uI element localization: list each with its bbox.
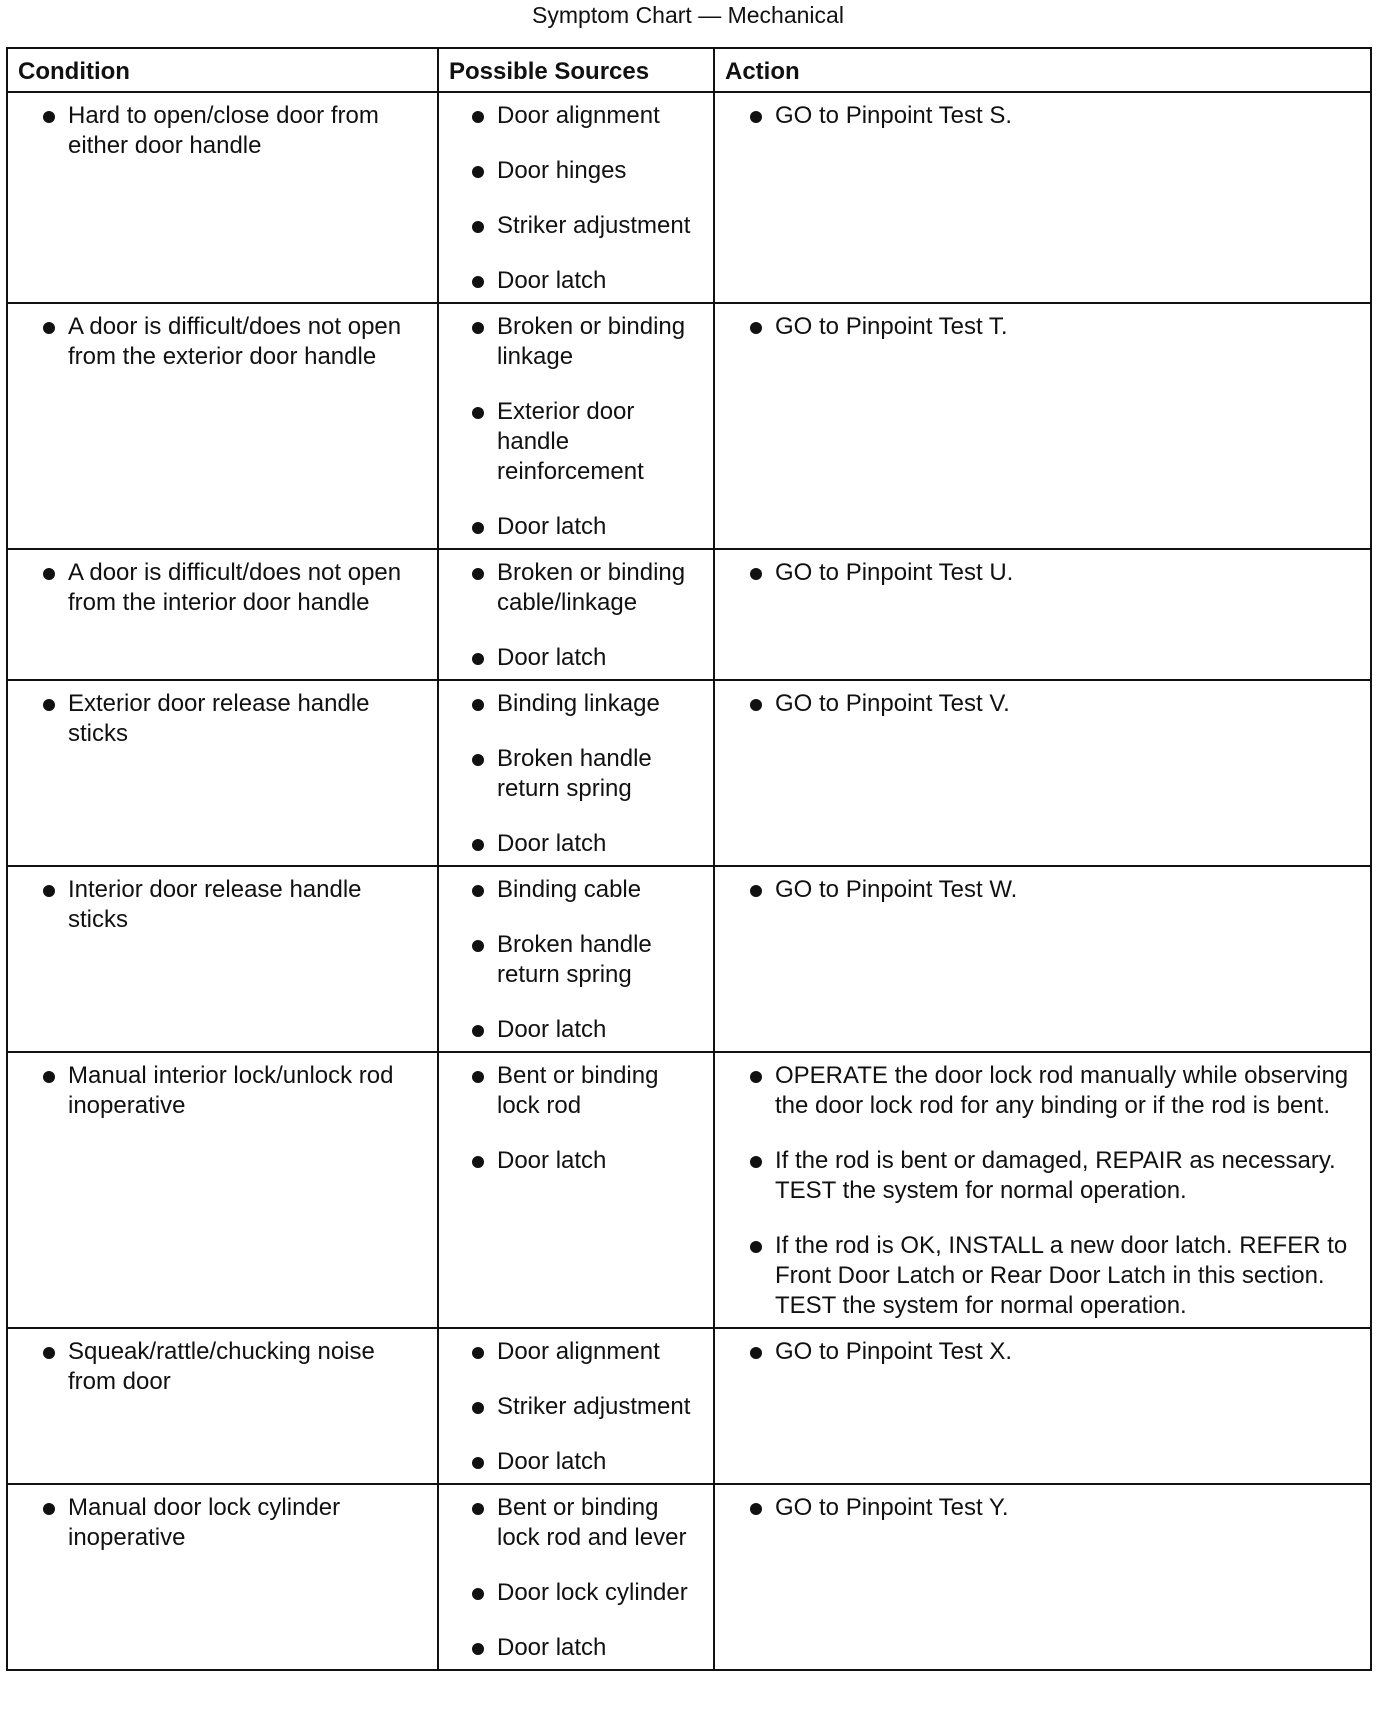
bullet-item (725, 689, 1360, 719)
bullet-list (725, 689, 1360, 719)
bullet-list (18, 558, 427, 618)
bullet-text: Striker adjustment (497, 212, 691, 239)
bullet-text: Manual door lock cylinder inoperative (68, 1494, 341, 1551)
bullet-icon (750, 1071, 762, 1083)
bullet-item (449, 689, 703, 719)
bullet-list (18, 1493, 427, 1553)
possible-sources-cell (438, 1328, 714, 1484)
table-row (7, 1328, 1371, 1484)
bullet-item (449, 1337, 703, 1367)
bullet-text: GO to Pinpoint Test V. (775, 690, 1010, 717)
bullet-list (449, 689, 703, 859)
bullet-icon (472, 568, 484, 580)
table-row (7, 866, 1371, 1052)
bullet-list (18, 1337, 427, 1397)
bullet-list (725, 101, 1360, 131)
chart-caption: Symptom Chart — Mechanical (532, 2, 844, 28)
bullet-item (449, 558, 703, 618)
bullet-list (725, 558, 1360, 588)
bullet-text: GO to Pinpoint Test X. (775, 1338, 1013, 1365)
bullet-item (725, 1231, 1360, 1321)
bullet-item (449, 512, 703, 542)
header-row (7, 48, 1371, 92)
bullet-item (449, 397, 703, 487)
bullet-item (449, 1015, 703, 1045)
table-row (7, 92, 1371, 303)
condition-cell (7, 866, 438, 1052)
condition-cell (7, 1328, 438, 1484)
bullet-text: GO to Pinpoint Test Y. (775, 1494, 1009, 1521)
bullet-icon (472, 1071, 484, 1083)
possible-sources-cell (438, 549, 714, 680)
bullet-item (18, 689, 427, 749)
bullet-icon (472, 1503, 484, 1515)
bullet-item (449, 266, 703, 296)
bullet-icon (750, 568, 762, 580)
bullet-text: Door latch (497, 1147, 607, 1174)
bullet-icon (750, 1241, 762, 1253)
bullet-list (725, 312, 1360, 342)
bullet-icon (43, 322, 55, 334)
bullet-text: GO to Pinpoint Test S. (775, 102, 1013, 129)
bullet-item (449, 1447, 703, 1477)
bullet-icon (750, 322, 762, 334)
bullet-item (18, 875, 427, 935)
bullet-text: A door is difficult/does not open from the exterior door handle (68, 313, 402, 370)
bullet-text: GO to Pinpoint Test U. (775, 559, 1014, 586)
action-cell (714, 866, 1371, 1052)
bullet-item (449, 156, 703, 186)
condition-cell (7, 680, 438, 866)
bullet-icon (750, 699, 762, 711)
bullet-item (449, 101, 703, 131)
bullet-list (725, 1061, 1360, 1321)
bullet-list (449, 875, 703, 1045)
bullet-text: Door latch (497, 1634, 607, 1661)
bullet-icon (472, 1643, 484, 1655)
bullet-list (449, 1337, 703, 1477)
bullet-icon (43, 1347, 55, 1359)
bullet-list (18, 312, 427, 372)
table-row (7, 549, 1371, 680)
condition-cell (7, 303, 438, 549)
bullet-icon (43, 699, 55, 711)
bullet-icon (43, 885, 55, 897)
bullet-text: Hard to open/close door from either door handle (68, 102, 379, 159)
bullet-text: GO to Pinpoint Test W. (775, 876, 1018, 903)
bullet-list (725, 1337, 1360, 1367)
bullet-item (449, 1493, 703, 1553)
bullet-list (449, 558, 703, 673)
bullet-text: Broken or binding cable/linkage (497, 559, 686, 616)
bullet-item (725, 101, 1360, 131)
bullet-text: Broken handle return spring (497, 745, 652, 802)
condition-cell (7, 92, 438, 303)
bullet-icon (472, 839, 484, 851)
action-cell (714, 680, 1371, 866)
bullet-item (18, 1493, 427, 1553)
bullet-item (725, 558, 1360, 588)
bullet-item (18, 312, 427, 372)
bullet-list (18, 101, 427, 161)
bullet-text: Door latch (497, 267, 607, 294)
bullet-icon (472, 699, 484, 711)
bullet-text: Bent or binding lock rod and lever (497, 1494, 687, 1551)
bullet-icon (750, 1503, 762, 1515)
bullet-icon (472, 522, 484, 534)
bullet-item (449, 1392, 703, 1422)
bullet-text: Squeak/rattle/chucking noise from door (68, 1338, 375, 1395)
table-body (7, 92, 1371, 1670)
action-cell (714, 1328, 1371, 1484)
bullet-icon (43, 1503, 55, 1515)
action-cell (714, 303, 1371, 549)
action-cell (714, 92, 1371, 303)
bullet-text: Binding linkage (497, 690, 660, 717)
action-cell (714, 1484, 1371, 1670)
possible-sources-cell (438, 1052, 714, 1328)
possible-sources-cell (438, 1484, 714, 1670)
bullet-item (449, 1061, 703, 1121)
bullet-icon (472, 276, 484, 288)
bullet-icon (472, 754, 484, 766)
bullet-item (449, 643, 703, 673)
bullet-list (18, 875, 427, 935)
bullet-item (449, 312, 703, 372)
bullet-item (725, 875, 1360, 905)
bullet-icon (472, 322, 484, 334)
bullet-item (449, 1633, 703, 1663)
bullet-text: Interior door release handle sticks (68, 876, 362, 933)
bullet-item (725, 312, 1360, 342)
action-cell (714, 549, 1371, 680)
condition-cell (7, 1484, 438, 1670)
bullet-icon (750, 111, 762, 123)
bullet-item (725, 1061, 1360, 1121)
bullet-icon (472, 1457, 484, 1469)
bullet-item (449, 1578, 703, 1608)
bullet-item (449, 1146, 703, 1176)
possible-sources-cell (438, 680, 714, 866)
bullet-text: Broken or binding linkage (497, 313, 686, 370)
bullet-text: Manual interior lock/unlock rod inoperative (68, 1062, 394, 1119)
bullet-text: GO to Pinpoint Test T. (775, 313, 1008, 340)
bullet-text: Striker adjustment (497, 1393, 691, 1420)
bullet-item (449, 744, 703, 804)
possible-sources-cell (438, 866, 714, 1052)
bullet-list (449, 1493, 703, 1663)
bullet-item (449, 875, 703, 905)
bullet-icon (472, 1588, 484, 1600)
bullet-text: Door latch (497, 830, 607, 857)
bullet-list (18, 1061, 427, 1121)
bullet-icon (472, 1402, 484, 1414)
condition-cell (7, 549, 438, 680)
bullet-icon (472, 1025, 484, 1037)
bullet-text: Door hinges (497, 157, 627, 184)
table-row (7, 1484, 1371, 1670)
bullet-item (18, 1061, 427, 1121)
bullet-text: OPERATE the door lock rod manually while observing the door lock rod for any binding or if the rod is bent. (775, 1062, 1349, 1119)
bullet-icon (43, 1071, 55, 1083)
bullet-text: If the rod is bent or damaged, REPAIR as necessary. TEST the system for normal operation. (775, 1147, 1336, 1204)
bullet-icon (472, 166, 484, 178)
bullet-text: Door alignment (497, 1338, 660, 1365)
bullet-icon (750, 885, 762, 897)
symptom-chart-table (6, 47, 1372, 1671)
bullet-icon (472, 1156, 484, 1168)
table-row (7, 680, 1371, 866)
bullet-list (449, 312, 703, 542)
bullet-icon (472, 111, 484, 123)
bullet-item (18, 558, 427, 618)
bullet-icon (43, 568, 55, 580)
bullet-text: Door alignment (497, 102, 660, 129)
bullet-icon (472, 885, 484, 897)
bullet-icon (750, 1156, 762, 1168)
table-row (7, 1052, 1371, 1328)
table-row (7, 303, 1371, 549)
bullet-item (725, 1493, 1360, 1523)
bullet-list (18, 689, 427, 749)
bullet-text: Door latch (497, 644, 607, 671)
bullet-text: Door latch (497, 1016, 607, 1043)
bullet-list (449, 101, 703, 296)
bullet-text: Exterior door release handle sticks (68, 690, 370, 747)
bullet-icon (750, 1347, 762, 1359)
bullet-text: Door latch (497, 1448, 607, 1475)
condition-cell (7, 1052, 438, 1328)
possible-sources-cell (438, 92, 714, 303)
bullet-list (725, 875, 1360, 905)
bullet-list (449, 1061, 703, 1176)
bullet-item (725, 1146, 1360, 1206)
bullet-text: Door lock cylinder (497, 1579, 688, 1606)
bullet-item (449, 211, 703, 241)
action-cell (714, 1052, 1371, 1328)
bullet-item (18, 101, 427, 161)
header-action: Action (714, 48, 1371, 92)
bullet-text: Broken handle return spring (497, 931, 652, 988)
bullet-text: Bent or binding lock rod (497, 1062, 659, 1119)
bullet-text: If the rod is OK, INSTALL a new door latch. REFER to Front Door Latch or Rear Door Latch in this section. TEST the system for normal operation. (775, 1232, 1348, 1319)
bullet-icon (472, 653, 484, 665)
bullet-icon (472, 1347, 484, 1359)
bullet-list (725, 1493, 1360, 1523)
bullet-text: Exterior door handle reinforcement (497, 398, 644, 485)
possible-sources-cell (438, 303, 714, 549)
bullet-icon (472, 221, 484, 233)
bullet-icon (43, 111, 55, 123)
bullet-text: Door latch (497, 513, 607, 540)
bullet-item (725, 1337, 1360, 1367)
bullet-item (449, 930, 703, 990)
bullet-text: A door is difficult/does not open from the interior door handle (68, 559, 402, 616)
bullet-text: Binding cable (497, 876, 642, 903)
bullet-icon (472, 940, 484, 952)
bullet-icon (472, 407, 484, 419)
header-condition: Condition (7, 48, 438, 92)
bullet-item (449, 829, 703, 859)
bullet-item (18, 1337, 427, 1397)
header-possible-sources: Possible Sources (438, 48, 714, 92)
